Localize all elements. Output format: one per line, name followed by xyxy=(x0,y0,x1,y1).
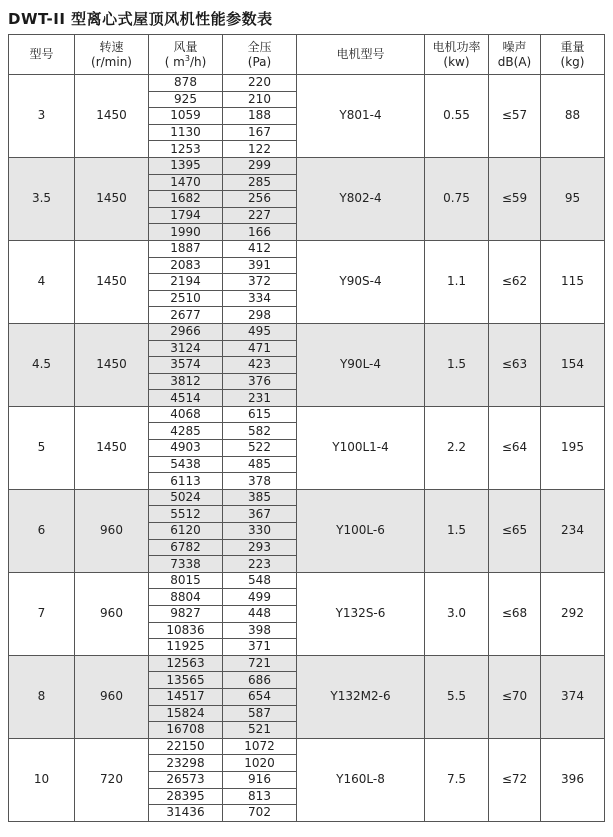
cell-pressure: 293 xyxy=(223,539,297,556)
cell-noise: ≤59 xyxy=(489,157,541,240)
cell-pressure: 423 xyxy=(223,357,297,374)
cell-flow: 3574 xyxy=(149,357,223,374)
cell-motor: Y100L-6 xyxy=(297,489,425,572)
cell-flow: 2966 xyxy=(149,323,223,340)
cell-weight: 88 xyxy=(541,75,605,158)
cell-pressure: 412 xyxy=(223,240,297,257)
cell-power: 3.0 xyxy=(425,572,489,655)
cell-pressure: 367 xyxy=(223,506,297,523)
cell-power: 7.5 xyxy=(425,738,489,821)
cell-pressure: 376 xyxy=(223,373,297,390)
cell-flow: 14517 xyxy=(149,688,223,705)
cell-flow: 8804 xyxy=(149,589,223,606)
cell-pressure: 330 xyxy=(223,523,297,540)
cell-flow: 925 xyxy=(149,91,223,108)
cell-motor: Y802-4 xyxy=(297,157,425,240)
cell-pressure: 548 xyxy=(223,572,297,589)
cell-model: 10 xyxy=(9,738,75,821)
cell-pressure: 299 xyxy=(223,157,297,174)
cell-noise: ≤57 xyxy=(489,75,541,158)
cell-weight: 292 xyxy=(541,572,605,655)
cell-pressure: 231 xyxy=(223,390,297,407)
cell-flow: 878 xyxy=(149,75,223,92)
cell-model: 4 xyxy=(9,240,75,323)
cell-flow: 2677 xyxy=(149,307,223,324)
table-body xyxy=(9,75,605,822)
cell-noise: ≤63 xyxy=(489,323,541,406)
header-speed: 转速 (r/min) xyxy=(75,35,149,75)
cell-flow: 2083 xyxy=(149,257,223,274)
cell-flow: 4285 xyxy=(149,423,223,440)
cell-speed: 1450 xyxy=(75,240,149,323)
cell-noise: ≤65 xyxy=(489,489,541,572)
cell-pressure: 223 xyxy=(223,556,297,573)
cell-pressure: 916 xyxy=(223,771,297,788)
cell-flow: 1682 xyxy=(149,191,223,208)
cell-model: 3 xyxy=(9,75,75,158)
cell-pressure: 499 xyxy=(223,589,297,606)
header-noise: 噪声 dB(A) xyxy=(489,35,541,75)
cell-pressure: 654 xyxy=(223,688,297,705)
cell-noise: ≤64 xyxy=(489,406,541,489)
cell-model: 5 xyxy=(9,406,75,489)
cell-power: 1.5 xyxy=(425,489,489,572)
cell-pressure: 485 xyxy=(223,456,297,473)
cell-noise: ≤70 xyxy=(489,655,541,738)
header-flow: 风量 ( $m^3/h$) xyxy=(149,35,223,75)
cell-flow: 1395 xyxy=(149,157,223,174)
cell-model: 4.5 xyxy=(9,323,75,406)
cell-weight: 396 xyxy=(541,738,605,821)
cell-flow: 3124 xyxy=(149,340,223,357)
table-row xyxy=(9,655,605,672)
cell-model: 8 xyxy=(9,655,75,738)
cell-pressure: 385 xyxy=(223,489,297,506)
cell-pressure: 372 xyxy=(223,274,297,291)
cell-power: 1.5 xyxy=(425,323,489,406)
cell-flow: 23298 xyxy=(149,755,223,772)
table-row xyxy=(9,157,605,174)
cell-pressure: 256 xyxy=(223,191,297,208)
cell-flow: 15824 xyxy=(149,705,223,722)
table-row xyxy=(9,406,605,423)
cell-power: 5.5 xyxy=(425,655,489,738)
cell-model: 6 xyxy=(9,489,75,572)
page-title: DWT-II 型离心式屋顶风机性能参数表 xyxy=(8,10,273,28)
cell-pressure: 398 xyxy=(223,622,297,639)
cell-pressure: 702 xyxy=(223,805,297,822)
cell-pressure: 495 xyxy=(223,323,297,340)
cell-flow: 4068 xyxy=(149,406,223,423)
cell-pressure: 371 xyxy=(223,639,297,656)
cell-speed: 960 xyxy=(75,655,149,738)
cell-pressure: 522 xyxy=(223,440,297,457)
cell-flow: 1794 xyxy=(149,207,223,224)
cell-flow: 6113 xyxy=(149,473,223,490)
cell-flow: 6120 xyxy=(149,523,223,540)
cell-speed: 1450 xyxy=(75,75,149,158)
cell-pressure: 1020 xyxy=(223,755,297,772)
cell-speed: 960 xyxy=(75,489,149,572)
cell-power: 1.1 xyxy=(425,240,489,323)
cell-power: 2.2 xyxy=(425,406,489,489)
cell-pressure: 188 xyxy=(223,108,297,125)
cell-flow: 4514 xyxy=(149,390,223,407)
cell-flow: 5024 xyxy=(149,489,223,506)
cell-flow: 1253 xyxy=(149,141,223,158)
cell-pressure: 298 xyxy=(223,307,297,324)
cell-pressure: 220 xyxy=(223,75,297,92)
cell-flow: 28395 xyxy=(149,788,223,805)
table-row xyxy=(9,75,605,92)
cell-flow: 2194 xyxy=(149,274,223,291)
cell-pressure: 391 xyxy=(223,257,297,274)
cell-flow: 31436 xyxy=(149,805,223,822)
cell-flow: 6782 xyxy=(149,539,223,556)
cell-pressure: 448 xyxy=(223,606,297,623)
cell-model: 3.5 xyxy=(9,157,75,240)
table-row xyxy=(9,738,605,755)
cell-speed: 1450 xyxy=(75,323,149,406)
header-power: 电机功率 (kw) xyxy=(425,35,489,75)
cell-weight: 234 xyxy=(541,489,605,572)
table-row xyxy=(9,489,605,506)
cell-flow: 4903 xyxy=(149,440,223,457)
cell-pressure: 227 xyxy=(223,207,297,224)
cell-motor: Y132S-6 xyxy=(297,572,425,655)
cell-pressure: 167 xyxy=(223,124,297,141)
cell-speed: 1450 xyxy=(75,157,149,240)
header-row xyxy=(9,35,605,75)
cell-pressure: 721 xyxy=(223,655,297,672)
cell-weight: 95 xyxy=(541,157,605,240)
cell-flow: 2510 xyxy=(149,290,223,307)
cell-weight: 195 xyxy=(541,406,605,489)
cell-pressure: 521 xyxy=(223,722,297,739)
cell-flow: 1059 xyxy=(149,108,223,125)
cell-flow: 1470 xyxy=(149,174,223,191)
cell-flow: 13565 xyxy=(149,672,223,689)
cell-pressure: 582 xyxy=(223,423,297,440)
cell-pressure: 1072 xyxy=(223,738,297,755)
performance-table xyxy=(8,34,605,822)
cell-noise: ≤68 xyxy=(489,572,541,655)
cell-pressure: 615 xyxy=(223,406,297,423)
cell-power: 0.55 xyxy=(425,75,489,158)
header-weight: 重量 (kg) xyxy=(541,35,605,75)
cell-weight: 374 xyxy=(541,655,605,738)
cell-noise: ≤72 xyxy=(489,738,541,821)
cell-speed: 960 xyxy=(75,572,149,655)
table-row xyxy=(9,323,605,340)
cell-flow: 5438 xyxy=(149,456,223,473)
cell-flow: 9827 xyxy=(149,606,223,623)
cell-flow: 10836 xyxy=(149,622,223,639)
cell-flow: 11925 xyxy=(149,639,223,656)
cell-flow: 1130 xyxy=(149,124,223,141)
cell-pressure: 166 xyxy=(223,224,297,241)
cell-motor: Y801-4 xyxy=(297,75,425,158)
cell-flow: 26573 xyxy=(149,771,223,788)
header-motor: 电机型号 xyxy=(297,35,425,75)
cell-pressure: 122 xyxy=(223,141,297,158)
cell-motor: Y160L-8 xyxy=(297,738,425,821)
cell-flow: 8015 xyxy=(149,572,223,589)
cell-pressure: 210 xyxy=(223,91,297,108)
cell-motor: Y90L-4 xyxy=(297,323,425,406)
header-pressure: 全压 (Pa) xyxy=(223,35,297,75)
cell-motor: Y132M2-6 xyxy=(297,655,425,738)
cell-pressure: 378 xyxy=(223,473,297,490)
cell-flow: 5512 xyxy=(149,506,223,523)
cell-weight: 115 xyxy=(541,240,605,323)
cell-pressure: 587 xyxy=(223,705,297,722)
cell-pressure: 471 xyxy=(223,340,297,357)
cell-weight: 154 xyxy=(541,323,605,406)
cell-pressure: 686 xyxy=(223,672,297,689)
cell-pressure: 334 xyxy=(223,290,297,307)
cell-flow: 12563 xyxy=(149,655,223,672)
cell-motor: Y90S-4 xyxy=(297,240,425,323)
cell-flow: 16708 xyxy=(149,722,223,739)
cell-noise: ≤62 xyxy=(489,240,541,323)
cell-speed: 1450 xyxy=(75,406,149,489)
cell-flow: 22150 xyxy=(149,738,223,755)
header-model: 型号 xyxy=(9,35,75,75)
cell-flow: 1887 xyxy=(149,240,223,257)
cell-flow: 3812 xyxy=(149,373,223,390)
cell-model: 7 xyxy=(9,572,75,655)
cell-pressure: 285 xyxy=(223,174,297,191)
table-row xyxy=(9,572,605,589)
cell-speed: 720 xyxy=(75,738,149,821)
cell-flow: 7338 xyxy=(149,556,223,573)
cell-power: 0.75 xyxy=(425,157,489,240)
cell-motor: Y100L1-4 xyxy=(297,406,425,489)
cell-flow: 1990 xyxy=(149,224,223,241)
table-row xyxy=(9,240,605,257)
cell-pressure: 813 xyxy=(223,788,297,805)
